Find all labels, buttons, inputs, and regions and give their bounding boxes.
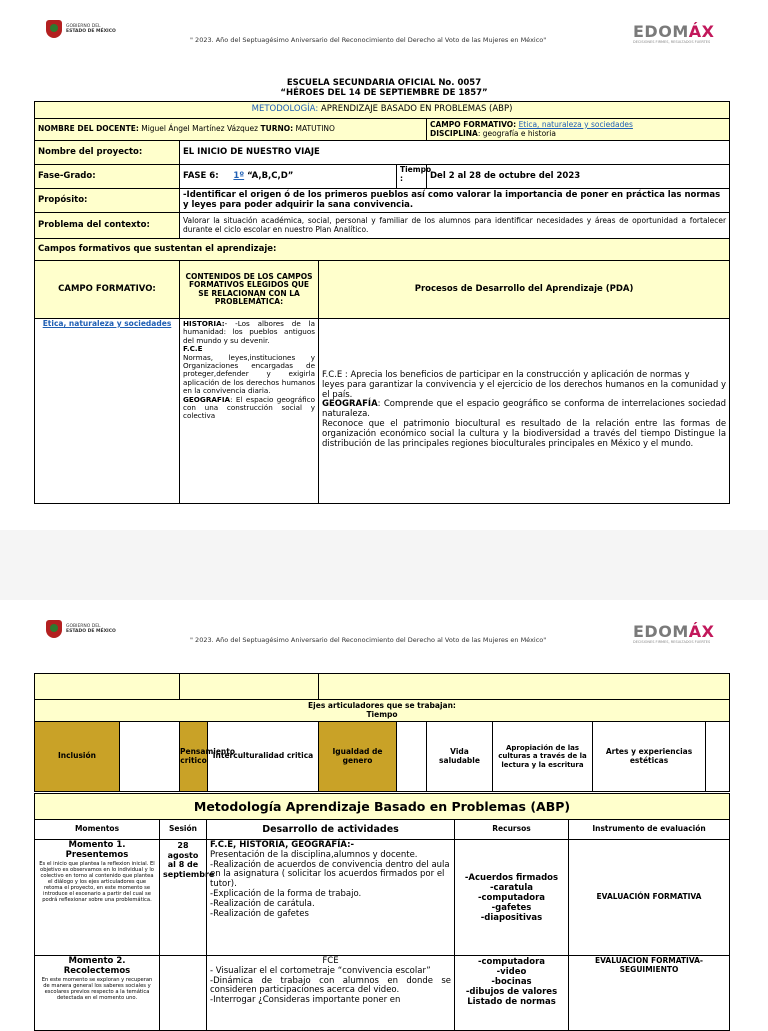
activities-table: [34, 793, 730, 1031]
col-sesion: Sesión: [160, 820, 207, 840]
axes-heading: Ejes articuladores que se trabajan: Tiempo: [35, 700, 730, 722]
teacher-name: Miguel Ángel Martínez Vázquez: [141, 124, 259, 134]
campo-formativo-link[interactable]: Etica, naturaleza y sociedades: [518, 119, 633, 129]
school-heading: [0, 78, 768, 98]
moment-1-cell: Momento 1. Presentemos Es el inicio que plantea la reflexion inicial. El objetivo es observamos en lo individual y lo colectivo en torno al contenido que plantea el diálogo y los ejes articuladores que retoma el proyecto, en este momento se introduce el escenario a partir del cual se podrá reflexionar sobre una problemática.: [35, 840, 160, 956]
col-momentos: Momentos: [35, 820, 160, 840]
moment-1-evaluation: EVALUACIÓN FORMATIVA: [569, 840, 730, 956]
time-label: Tiempo :: [397, 165, 427, 189]
field-cell-link[interactable]: Etica, naturaleza y sociedades: [42, 319, 172, 328]
axis-apropiacion-culturas: Apropiación de las culturas a través de la lectura y la escritura: [493, 722, 593, 792]
col-recursos: Recursos: [455, 820, 569, 840]
campo-formativo-cell: CAMPO FORMATIVO: Etica, naturaleza y sociedades DISCIPLINA: geografía e historia: [427, 119, 730, 141]
gov-line-1: GOBIERNO DEL: [66, 24, 101, 29]
page-2: [0, 600, 768, 1024]
moment-2-session: [160, 956, 207, 1031]
fields-heading: Campos formativos que sustentan el aprendizaje:: [35, 239, 730, 261]
field-cell: [35, 319, 180, 504]
axis-vida-saludable: Vida saludable: [427, 722, 493, 792]
phase-value: FASE 6: 1º “A,B,C,D”: [180, 165, 397, 189]
method-title: Metodología Aprendizaje Basado en Problemas (ABP): [35, 794, 730, 820]
axis-artes: Artes y experiencias estéticas: [593, 722, 706, 792]
axis-pensamiento-critico: Pensamiento critico: [180, 722, 208, 792]
edomex-logo-2: EDOMÁX: [633, 622, 715, 641]
pda-cell: F.C.E : Aprecia los beneficios de participar en la construcción y aplicación de normas y leyes para garantizar la convivencia y el ejercicio de los derechos humanos en la comunidad y el país. GEOGRAFÍA: Comprende que el espacio geográfico se conforma de interrelaciones sociedad naturaleza. Reconoce que el patrimonio biocultural es resultado de la relación entre las formas de organización económico social la cultura y la biodiversidad a través del tiempo Distingue la distribución de las principales regiones bioculturales principales en México y el mundo.: [319, 319, 730, 504]
school-motto: “HÉROES DEL 14 DE SEPTIEMBRE DE 1857”: [280, 88, 488, 98]
shift-value: MATUTINO: [295, 124, 335, 134]
empty-cell-2: [180, 674, 319, 700]
header-motto: " 2023. Año del Septuagésimo Aniversario del Reconocimiento del Derecho al Voto de las Mujeres en México": [190, 36, 547, 44]
moment-2-resources: -computadora -video -bocinas -dibujos de valores Listado de normas: [455, 956, 569, 1031]
school-name: ESCUELA SECUNDARIA OFICIAL No. 0057: [286, 78, 482, 88]
axis-inclusion: Inclusión: [35, 722, 120, 792]
empty-cell-3: [319, 674, 730, 700]
gov-line-2: ESTADO DE MÉXICO: [66, 29, 116, 34]
edomex-tagline: DECISIONES FIRMES, RESULTADOS FUERTES: [633, 40, 711, 44]
teacher-row: NOMBRE DEL DOCENTE: Miguel Ángel Martínez Vázquez TURNO: MATUTINO: [35, 119, 427, 141]
context-value: Valorar la situación académica, social, personal y familiar de los alumnos para identificar necesidades y áreas de oportunidad a fortalecer durante el ciclo escolar en nuestro Plan Analítico.: [180, 213, 730, 239]
government-logo: [46, 20, 116, 38]
header-motto-2: " 2023. Año del Septuagésimo Aniversario del Reconocimiento del Derecho al Voto de las Mujeres en México": [190, 636, 547, 644]
planning-table: [34, 101, 730, 504]
purpose-label: Propósito:: [35, 189, 180, 213]
moment-1-activities: F.C.E, HISTORIA, GEOGRAFÍA:- Presentación de la disciplina,alumnos y docente. -Realización de acuerdos de convivencia dentro del aula en la asignatura ( solicitar los acuerdos firmados por el tutor). -Explicación de la forma de trabajo. -Realización de carátula. -Realización de gafetes: [207, 840, 455, 956]
moment-1-session: 28 agosto al 8 de septiembre: [160, 840, 207, 956]
moment-2-cell: Momento 2. Recolectemos En este momento se exploran y recuperan de manera general los saberes sociales y escolares previos respecto a la temática detectada en el momento uno.: [35, 956, 160, 1031]
moment-1-resources: -Acuerdos firmados -caratula -computadora -gafetes -diapositivas: [455, 840, 569, 956]
time-value: Del 2 al 28 de octubre del 2023: [427, 165, 730, 189]
axes-table: [34, 673, 730, 792]
project-label: Nombre del proyecto:: [35, 141, 180, 165]
moment-2-activities: FCE - Visualizar el el cortometraje “convivencia escolar” -Dinámica de trabajo con alumnos en donde se consideren participaciones acerca del video. -Interrogar ¿Consideras importante poner en: [207, 956, 455, 1031]
col-desarrollo: Desarrollo de actividades: [207, 820, 455, 840]
col-contents: CONTENIDOS DE LOS CAMPOS FORMATIVOS ELEGIDOS QUE SE RELACIONAN CON LA PROBLEMÁTICA:: [180, 261, 319, 319]
contents-cell: HISTORIA:- -Los albores de la humanidad: los pueblos antiguos del mundo y su devenir. F.C.E Normas, leyes,instituciones y Organizaciones encargadas de proteger,defender y exigirla aplicación de los derechos humanos en la convivencia diaria. GEOGRAFIA: El espacio geográfico con una construcción social y colectiva: [180, 319, 319, 504]
col-pda: Procesos de Desarrollo del Aprendizaje (PDA): [319, 261, 730, 319]
methodology-row: METODOLOGÍA: APRENDIZAJE BASADO EN PROBLEMAS (ABP): [35, 102, 730, 119]
page-header: [0, 0, 768, 62]
page-header-2: [0, 600, 768, 662]
state-seal-icon: [46, 20, 62, 38]
edomex-logo: EDOMÁX: [633, 22, 715, 41]
purpose-value: -Identificar el origen ó de los primeros pueblos así como valorar la importancia de poner en práctica las normas y leyes para poder adquirir la sana convivencia.: [180, 189, 730, 213]
page-gap: [0, 530, 768, 600]
axis-interculturalidad: Interculturalidad critica: [208, 722, 319, 792]
context-label: Problema del contexto:: [35, 213, 180, 239]
government-logo-2: GOBIERNO DEL ESTADO DE MÉXICO: [46, 620, 116, 638]
state-seal-icon: [46, 620, 62, 638]
phase-label: Fase-Grado:: [35, 165, 180, 189]
edomex-tagline-2: DECISIONES FIRMES, RESULTADOS FUERTES: [633, 640, 711, 644]
empty-cell-1: [35, 674, 180, 700]
project-value: EL INICIO DE NUESTRO VIAJE: [180, 141, 730, 165]
col-campo-formativo: CAMPO FORMATIVO:: [35, 261, 180, 319]
col-instrumento: Instrumento de evaluación: [569, 820, 730, 840]
axis-igualdad-genero: Igualdad de genero: [319, 722, 397, 792]
moment-2-evaluation: EVALUACION FORMATIVA-SEGUIMIENTO: [569, 956, 730, 1031]
